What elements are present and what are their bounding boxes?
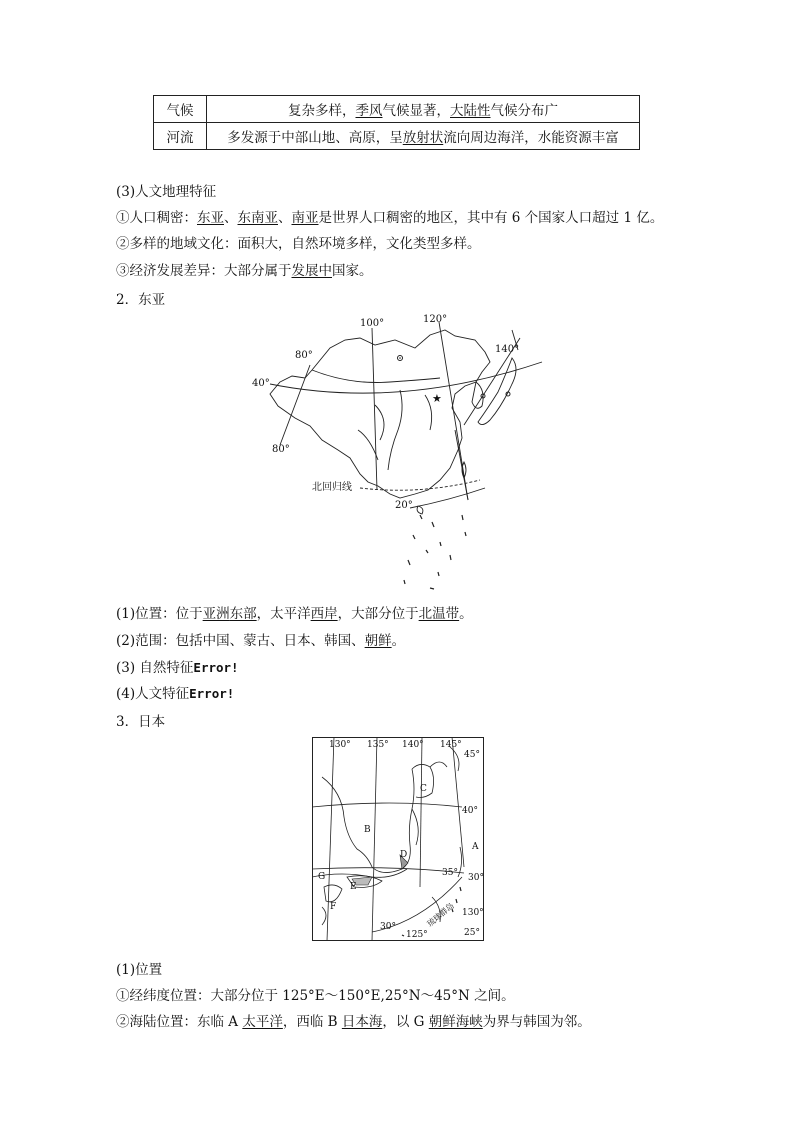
label-lon130-right: 130°	[462, 908, 484, 918]
label-E: E	[350, 882, 357, 892]
label-G: G	[318, 872, 326, 882]
label-tropic: 北回归线	[312, 482, 352, 493]
table-value-rivers: 多发源于中部山地、高原，呈放射状流向周边海洋，水能资源丰富	[207, 123, 640, 150]
japan-position-heading: (1)位置	[116, 962, 163, 978]
label-lat20: 20°	[395, 500, 413, 511]
table-row	[154, 123, 640, 150]
japan-sealand: ②海陆位置：东临 A 太平洋，西临 B 日本海，以 G 朝鲜海峡为界与韩国为邻。	[116, 1014, 591, 1030]
south-sea-islands	[404, 515, 466, 589]
label-lon135: 135°	[367, 740, 389, 750]
label-lat25: 25°	[464, 928, 480, 938]
beijing-star-icon: ★	[432, 392, 442, 405]
label-lat40: 40°	[462, 806, 478, 816]
japan-latlon: ①经纬度位置：大部分位于 125°E～150°E,25°N～45°N 之间。	[116, 988, 515, 1004]
label-lon120: 120°	[423, 314, 448, 325]
label-lon100: 100°	[360, 318, 385, 329]
table-value-climate: 复杂多样，季风气候显著，大陆性气候分布广	[207, 96, 640, 123]
table-row	[154, 96, 640, 123]
table-key-rivers: 河流	[154, 123, 207, 150]
label-lon140: 140°	[402, 740, 424, 750]
section-japan-heading: 3．日本	[116, 714, 166, 730]
tropic-line	[360, 480, 480, 490]
label-lat30-bottom: 30°	[380, 922, 396, 932]
label-lat35: 35°	[442, 868, 458, 878]
label-lon130: 130°	[329, 740, 351, 750]
label-D: D	[400, 850, 408, 860]
label-lat40: 40°	[252, 378, 270, 389]
label-C: C	[420, 784, 427, 794]
label-A: A	[472, 842, 479, 852]
humanities-heading: (3)人文地理特征	[116, 184, 217, 200]
label-lat30-right: 30°	[468, 873, 484, 883]
label-lon140: 140°	[495, 344, 520, 355]
features-table	[153, 95, 640, 150]
east-asia-position: (1)位置：位于亚洲东部，太平洋西岸，大部分位于北温带。	[116, 606, 473, 622]
label-lon145: 145°	[440, 740, 462, 750]
label-lon125: 125°	[406, 930, 428, 940]
table-key-climate: 气候	[154, 96, 207, 123]
east-asia-range: (2)范围：包括中国、蒙古、日本、韩国、朝鲜。	[116, 633, 406, 649]
east-asia-map	[250, 310, 550, 595]
east-asia-human: (4)人文特征Error!	[116, 686, 235, 702]
label-B: B	[364, 825, 371, 835]
label-F: F	[330, 902, 337, 912]
label-lat45: 45°	[464, 750, 480, 760]
meridian-100	[372, 328, 377, 490]
label-lon80-bottom: 80°	[272, 444, 290, 455]
japan-map	[312, 737, 484, 941]
humanities-item-culture: ②多样的地域文化：面积大，自然环境多样，文化类型多样。	[116, 236, 481, 252]
label-ryukyu: 琉球群岛	[425, 901, 456, 929]
east-asia-natural: (3) 自然特征Error!	[116, 660, 239, 676]
parallel-20	[410, 488, 485, 508]
humanities-item-economy: ③经济发展差异：大部分属于发展中国家。	[116, 263, 373, 279]
section-east-asia-heading: 2．东亚	[116, 292, 166, 308]
label-lon80-top: 80°	[295, 350, 313, 361]
map-frame	[313, 738, 484, 941]
humanities-item-population: ①人口稠密：东亚、东南亚、南亚是世界人口稠密的地区，其中有 6 个国家人口超过 1 亿。	[116, 210, 664, 226]
